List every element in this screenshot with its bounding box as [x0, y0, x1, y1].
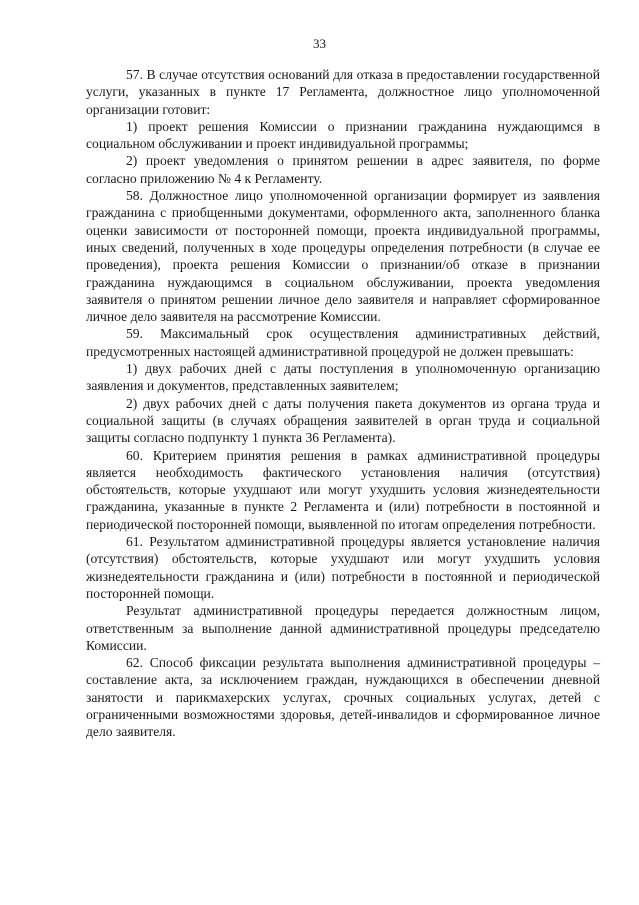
paragraph-57: 57. В случае отсутствия оснований для отказа в предоставлении государственной услуги, указанных в пункте 17 Регламента, должностное лицо уполномоченной организации готовит:	[86, 67, 600, 117]
paragraph-60: 60. Критерием принятия решения в рамках административной процедуры является необходимость фактического установления наличия (отсутствия) обстоятельств, которые ухудшают или могут ухудшить условия жизнедеятельности гражданина, указанные в пункте 2 Регламента и (или) потребности в постоянной и периодической посторонней помощи, выявленной по итогам определения потребности.	[86, 447, 600, 532]
paragraph-58: 58. Должностное лицо уполномоченной организации формирует из заявления гражданина с приобщенными документами, оформленного акта, заполненного бланка оценки зависимости от посторонней помощи, проекта индивидуальной программы, иных сведений, полученных в ходе процедуры определения потребности (в случае ее проведения), проекта решения Комиссии о признании/об отказе в признании гражданина нуждающимся в социальном обслуживании, проекта уведомления заявителя о принятом решении личное дело заявителя и направляет сформированное личное дело заявителя на рассмотрение Комиссии.	[86, 188, 600, 325]
paragraph-57-item-2: 2) проект уведомления о принятом решении в адрес заявителя, по форме согласно приложению № 4 к Регламенту.	[86, 153, 600, 186]
paragraph-57-item-1: 1) проект решения Комиссии о признании гражданина нуждающимся в социальном обслуживании и проект индивидуальной программы;	[86, 118, 600, 152]
paragraph-61: 61. Результатом административной процедуры является установление наличия (отсутствия) обстоятельств, которые ухудшают или могут ухудшить условия жизнедеятельности гражданина и (или) потребности в постоянной и периодической посторонней помощи.	[86, 534, 600, 601]
paragraph-61-result: Результат административной процедуры передается должностным лицом, ответственным за выполнение данной административной процедуры председателю Комиссии.	[86, 603, 600, 653]
document-body	[86, 66, 600, 741]
paragraph-59-item-1: 1) двух рабочих дней с даты поступления в уполномоченную организацию заявления и документов, представленных заявителем;	[86, 361, 600, 394]
paragraph-62: 62. Способ фиксации результата выполнения административной процедуры – составление акта, за исключением граждан, нуждающихся в обеспечении дневной занятости и парикмахерских услугах, срочных социальных услугах, детей с ограниченными возможностями здоровья, детей-инвалидов и сформированное личное дело заявителя.	[86, 655, 600, 740]
paragraph-59-item-2: 2) двух рабочих дней с даты получения пакета документов из органа труда и социальной защиты (в случаях обращения заявителей в орган труда и социальной защиты согласно подпункту 1 пункта 36 Регламента).	[86, 395, 600, 446]
page-number: 33	[313, 36, 326, 51]
paragraph-59: 59. Максимальный срок осуществления административных действий, предусмотренных настоящей административной процедурой не должен превышать:	[86, 326, 600, 359]
